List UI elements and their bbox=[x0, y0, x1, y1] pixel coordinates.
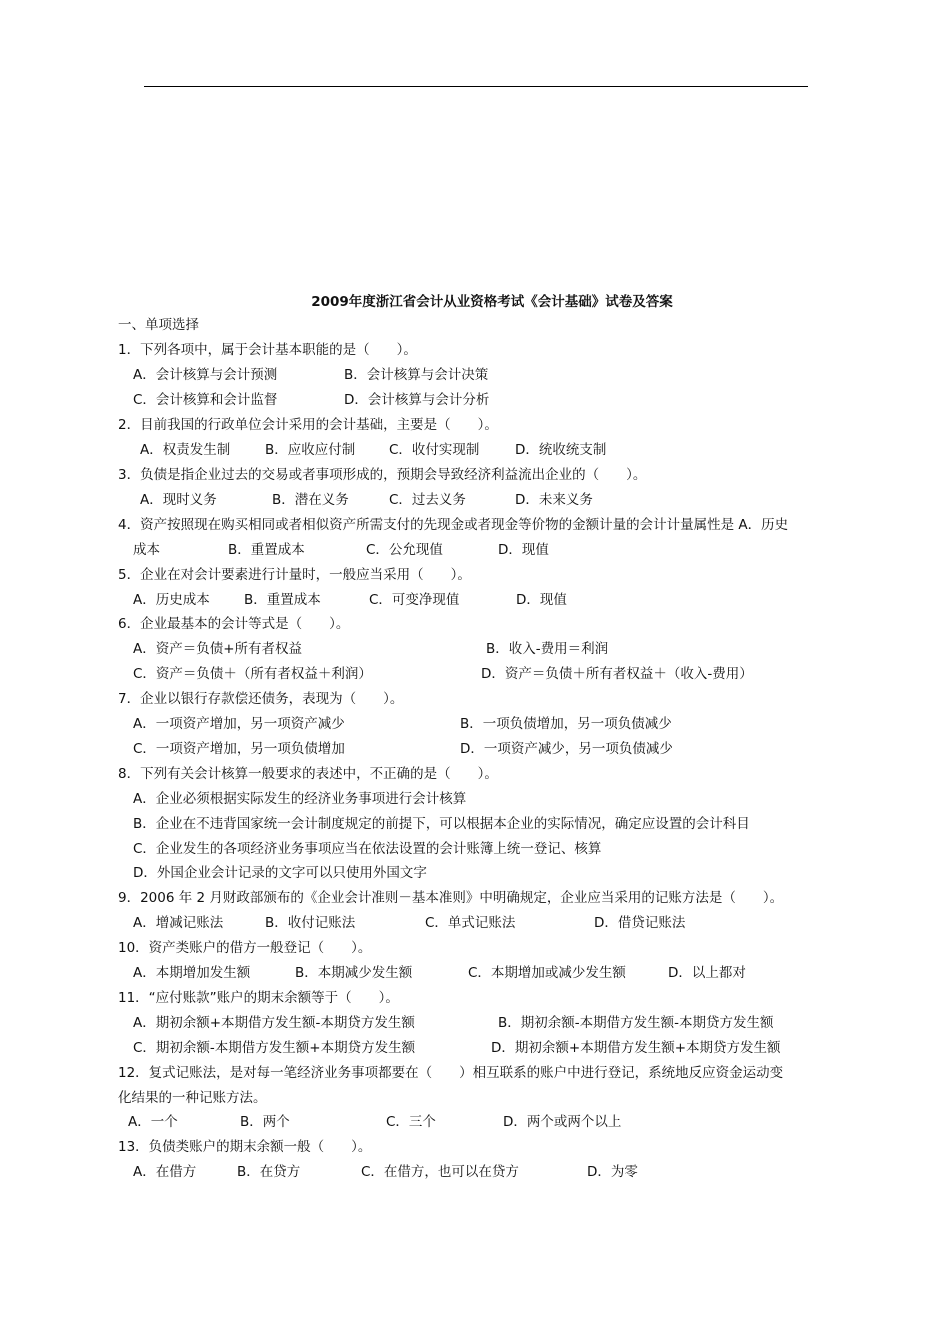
question-11-option-d: D．期初余额+本期借方发生额+本期贷方发生额 bbox=[491, 1040, 781, 1056]
section-heading: 一、单项选择 bbox=[118, 317, 199, 333]
question-1-stem: 1．下列各项中，属于会计基本职能的是（ ）。 bbox=[118, 342, 417, 358]
question-8-option-b: B．企业在不违背国家统一会计制度规定的前提下，可以根据本企业的实际情况，确定应设置的会计科目 bbox=[133, 816, 750, 832]
question-7-option-d: D．一项资产减少，另一项负债减少 bbox=[460, 741, 673, 757]
question-4-stem: 4．资产按照现在购买相同或者相似资产所需支付的先现金或者现金等价物的金额计量的会计计量属性是 A．历史 bbox=[118, 517, 789, 533]
question-10-option-a: A．本期增加发生额 bbox=[133, 965, 251, 981]
question-2-option-a: A．权责发生制 bbox=[140, 442, 231, 458]
question-12-option-b: B．两个 bbox=[240, 1114, 290, 1130]
question-9-option-b: B．收付记账法 bbox=[265, 915, 356, 931]
question-2-option-b: B．应收应付制 bbox=[265, 442, 356, 458]
question-7-option-c: C．一项资产增加，另一项负债增加 bbox=[133, 741, 345, 757]
question-1-option-a: A．会计核算与会计预测 bbox=[133, 367, 278, 383]
question-13-stem: 13．负债类账户的期末余额一般（ ）。 bbox=[118, 1139, 372, 1155]
question-2-option-d: D．统收统支制 bbox=[515, 442, 607, 458]
question-5-option-c: C．可变净现值 bbox=[369, 592, 460, 608]
question-10-option-c: C．本期增加或减少发生额 bbox=[468, 965, 626, 981]
question-9-option-a: A．增减记账法 bbox=[133, 915, 224, 931]
question-7-option-b: B．一项负债增加，另一项负债减少 bbox=[460, 716, 672, 732]
question-6-option-d: D．资产＝负债＋所有者权益＋（收入-费用） bbox=[481, 666, 753, 682]
question-8-option-c: C．企业发生的各项经济业务事项应当在依法设置的会计账簿上统一登记、核算 bbox=[133, 841, 602, 857]
question-1-option-d: D．会计核算与会计分析 bbox=[344, 392, 490, 408]
question-7-stem: 7．企业以银行存款偿还债务，表现为（ ）。 bbox=[118, 691, 404, 707]
question-6-stem: 6．企业最基本的会计等式是（ ）。 bbox=[118, 616, 350, 632]
question-5-stem: 5．企业在对会计要素进行计量时，一般应当采用（ ）。 bbox=[118, 567, 471, 583]
question-4-option-b: B．重置成本 bbox=[228, 542, 305, 558]
question-10-option-d: D．以上都对 bbox=[668, 965, 746, 981]
question-13-option-d: D．为零 bbox=[587, 1164, 638, 1180]
question-13-option-a: A．在借方 bbox=[133, 1164, 197, 1180]
question-2-option-c: C．收付实现制 bbox=[389, 442, 480, 458]
question-13-option-b: B．在贷方 bbox=[237, 1164, 301, 1180]
question-4-option-a-cont: 成本 bbox=[133, 542, 160, 558]
question-5-option-b: B．重置成本 bbox=[244, 592, 321, 608]
question-6-option-c: C．资产＝负债＋（所有者权益＋利润） bbox=[133, 666, 372, 682]
question-9-option-c: C．单式记账法 bbox=[425, 915, 516, 931]
question-12-stem-cont: 化结果的一种记账方法。 bbox=[118, 1090, 267, 1106]
question-9-option-d: D．借贷记账法 bbox=[594, 915, 686, 931]
question-3-stem: 3．负债是指企业过去的交易或者事项形成的，预期会导致经济利益流出企业的（ ）。 bbox=[118, 467, 647, 483]
question-7-option-a: A．一项资产增加，另一项资产减少 bbox=[133, 716, 345, 732]
question-6-option-b: B．收入-费用＝利润 bbox=[486, 641, 609, 657]
question-6-option-a: A．资产＝负债+所有者权益 bbox=[133, 641, 303, 657]
question-8-stem: 8．下列有关会计核算一般要求的表述中，不正确的是（ ）。 bbox=[118, 766, 498, 782]
question-11-option-a: A．期初余额+本期借方发生额-本期贷方发生额 bbox=[133, 1015, 415, 1031]
question-9-stem: 9．2006 年 2 月财政部颁布的《企业会计准则－基本准则》中明确规定，企业应当采用的记账方法是（ ）。 bbox=[118, 890, 784, 906]
question-12-stem: 12．复式记账法，是对每一笔经济业务事项都要在（ ）相互联系的账户中进行登记，系统地反应资金运动变 bbox=[118, 1065, 784, 1081]
question-4-option-d: D．现值 bbox=[498, 542, 549, 558]
question-12-option-c: C．三个 bbox=[386, 1114, 436, 1130]
question-3-option-d: D．未来义务 bbox=[515, 492, 593, 508]
question-5-option-a: A．历史成本 bbox=[133, 592, 210, 608]
question-2-stem: 2．目前我国的行政单位会计采用的会计基础，主要是（ ）。 bbox=[118, 417, 498, 433]
question-12-option-a: A．一个 bbox=[128, 1114, 178, 1130]
question-12-option-d: D．两个或两个以上 bbox=[503, 1114, 622, 1130]
question-1-option-b: B．会计核算与会计决策 bbox=[344, 367, 489, 383]
question-5-option-d: D．现值 bbox=[516, 592, 567, 608]
question-8-option-a: A．企业必须根据实际发生的经济业务事项进行会计核算 bbox=[133, 791, 467, 807]
question-3-option-b: B．潜在义务 bbox=[272, 492, 349, 508]
question-8-option-d: D．外国企业会计记录的文字可以只使用外国文字 bbox=[133, 865, 427, 881]
question-4-option-c: C．公允现值 bbox=[366, 542, 443, 558]
question-10-stem: 10．资产类账户的借方一般登记（ ）。 bbox=[118, 940, 372, 956]
header-rule bbox=[144, 86, 808, 87]
question-11-option-b: B．期初余额-本期借方发生额-本期贷方发生额 bbox=[498, 1015, 774, 1031]
document-title: 2009年度浙江省会计从业资格考试《会计基础》试卷及答案 bbox=[311, 294, 673, 310]
question-3-option-c: C．过去义务 bbox=[389, 492, 466, 508]
question-13-option-c: C．在借方，也可以在贷方 bbox=[361, 1164, 519, 1180]
question-11-stem: 11．“应付账款”账户的期末余额等于（ ）。 bbox=[118, 990, 399, 1006]
question-3-option-a: A．现时义务 bbox=[140, 492, 217, 508]
question-10-option-b: B．本期减少发生额 bbox=[295, 965, 413, 981]
question-1-option-c: C．会计核算和会计监督 bbox=[133, 392, 278, 408]
question-11-option-c: C．期初余额-本期借方发生额+本期贷方发生额 bbox=[133, 1040, 416, 1056]
